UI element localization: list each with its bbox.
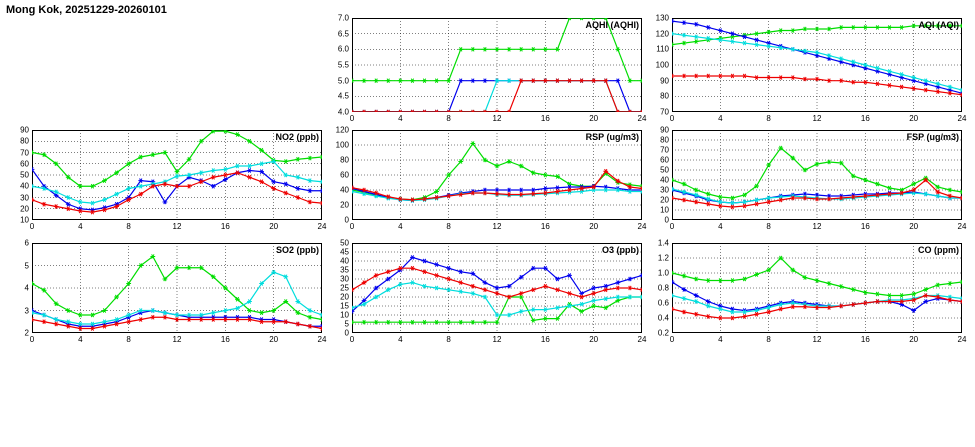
y-axis-tick-label: 0.4: [657, 313, 669, 323]
plot-canvas: [352, 130, 642, 220]
y-axis-tick-label: 0.6: [657, 298, 669, 308]
y-axis-tick-label: 70: [660, 107, 669, 117]
y-axis-tick-label: 20: [340, 292, 349, 302]
x-axis-tick-label: 0: [29, 222, 35, 231]
y-axis-tick-label: 0.2: [657, 328, 669, 338]
y-axis-tick-label: 80: [660, 135, 669, 145]
y-axis-tick-label: 10: [340, 310, 349, 320]
y-axis-tick-label: 90: [660, 76, 669, 86]
x-axis-tick-label: 24: [637, 222, 647, 231]
y-axis-tick-label: 45: [340, 247, 349, 257]
y-axis-tick-label: 50: [340, 238, 349, 248]
plot-canvas: [32, 243, 322, 333]
page-title: Mong Kok, 20251229-20260101: [6, 4, 167, 16]
y-axis-tick-label: 4: [24, 283, 29, 293]
y-axis-tick-label: 100: [335, 140, 349, 150]
plot-title: FSP (ug/m3): [906, 132, 959, 142]
plot-canvas: [672, 243, 962, 333]
x-axis-tick-label: 0: [349, 222, 355, 231]
x-axis-tick-label: 20: [909, 114, 919, 123]
plot-title: NO2 (ppb): [275, 132, 319, 142]
y-axis-tick-label: 5: [344, 319, 349, 329]
x-axis-tick-label: 20: [589, 114, 599, 123]
chart-panel-rsp: [335, 125, 647, 231]
y-axis-tick-label: 0: [344, 328, 349, 338]
y-axis-tick-label: 40: [660, 175, 669, 185]
plot-title: O3 (ppb): [602, 245, 639, 255]
x-axis-tick-label: 8: [766, 335, 771, 344]
y-axis-tick-label: 60: [340, 170, 349, 180]
plot-canvas: [672, 18, 962, 112]
y-axis-tick-label: 6: [24, 238, 29, 248]
y-axis-tick-label: 1.0: [657, 268, 669, 278]
y-axis-tick-label: 0: [664, 215, 669, 225]
x-axis-tick-label: 0: [669, 222, 675, 231]
x-axis-tick-label: 24: [317, 222, 327, 231]
y-axis-tick-label: 50: [660, 165, 669, 175]
x-axis-tick-label: 8: [446, 222, 451, 231]
x-axis-tick-label: 20: [269, 222, 279, 231]
y-axis-tick-label: 30: [20, 193, 29, 202]
y-axis-tick-label: 60: [20, 159, 29, 169]
series-markers: [352, 79, 642, 112]
plot-title: AQHI (AQHI): [585, 20, 639, 30]
plot-canvas: [352, 18, 642, 112]
y-axis-tick-label: 20: [20, 204, 29, 214]
x-axis-tick-label: 8: [446, 114, 451, 123]
y-axis-tick-label: 80: [340, 155, 349, 165]
y-axis-tick-label: 80: [20, 136, 29, 146]
y-axis-tick-label: 120: [655, 29, 669, 39]
x-axis-tick-label: 16: [860, 222, 870, 231]
x-axis-tick-label: 16: [540, 335, 550, 344]
y-axis-tick-label: 7.0: [337, 13, 349, 23]
chart-panel-so2: [24, 238, 327, 344]
x-axis-tick-label: 24: [957, 222, 967, 231]
x-axis-tick-label: 8: [766, 222, 771, 231]
y-axis-tick-label: 80: [660, 91, 669, 101]
x-axis-tick-label: 24: [957, 335, 967, 344]
x-axis-tick-label: 0: [669, 335, 675, 344]
y-axis-tick-label: 1.2: [657, 253, 669, 263]
y-axis-tick-label: 20: [660, 195, 669, 205]
x-axis-tick-label: 20: [909, 335, 919, 344]
chart-panel-no2: [20, 125, 327, 231]
y-axis-tick-label: 10: [20, 215, 29, 225]
y-axis-tick-label: 40: [340, 185, 349, 195]
y-axis-tick-label: 15: [340, 301, 349, 311]
x-axis-tick-label: 0: [349, 114, 355, 123]
y-axis-tick-label: 1.4: [657, 238, 669, 248]
y-axis-tick-label: 90: [20, 125, 29, 135]
x-axis-tick-label: 0: [349, 335, 355, 344]
x-axis-tick-label: 12: [812, 335, 822, 344]
x-axis-tick-label: 24: [637, 335, 647, 344]
y-axis-tick-label: 40: [20, 181, 29, 191]
x-axis-tick-label: 12: [172, 335, 182, 344]
y-axis-tick-label: 6.0: [337, 44, 349, 54]
series-markers: [32, 171, 322, 215]
x-axis-tick-label: 4: [718, 114, 723, 123]
x-axis-tick-label: 8: [126, 335, 131, 344]
y-axis-tick-label: 10: [660, 205, 669, 215]
series-markers: [672, 32, 962, 93]
y-axis-tick-label: 4.5: [337, 91, 349, 101]
x-axis-tick-label: 16: [860, 335, 870, 344]
y-axis-tick-label: 3: [24, 306, 29, 315]
x-axis-tick-label: 4: [78, 222, 83, 231]
series-line: [32, 272, 322, 324]
y-axis-tick-label: 2: [24, 328, 29, 338]
chart-panel-o3: [340, 238, 647, 344]
x-axis-tick-label: 0: [29, 335, 35, 344]
plot-canvas: [672, 130, 962, 220]
y-axis-tick-label: 40: [340, 256, 349, 266]
x-axis-tick-label: 4: [78, 335, 83, 344]
chart-panel-aqhi: [337, 13, 647, 123]
y-axis-tick-label: 30: [660, 185, 669, 195]
series-markers: [352, 79, 642, 112]
x-axis-tick-label: 12: [812, 222, 822, 231]
chart-panel-aqi: [655, 13, 967, 123]
y-axis-tick-label: 130: [655, 13, 669, 23]
x-axis-tick-label: 20: [589, 335, 599, 344]
y-axis-tick-label: 4.0: [337, 107, 349, 117]
x-axis-tick-label: 4: [718, 335, 723, 344]
y-axis-tick-label: 100: [655, 60, 669, 70]
x-axis-tick-label: 12: [492, 114, 502, 123]
x-axis-tick-label: 12: [812, 114, 822, 123]
x-axis-tick-label: 12: [492, 335, 502, 344]
x-axis-tick-label: 20: [269, 335, 279, 344]
y-axis-tick-label: 5.0: [337, 76, 349, 86]
plot-title: SO2 (ppb): [276, 245, 319, 255]
x-axis-tick-label: 12: [172, 222, 182, 231]
series-markers: [32, 270, 322, 326]
y-axis-tick-label: 25: [340, 283, 349, 293]
plot-canvas: [32, 130, 322, 220]
x-axis-tick-label: 24: [957, 114, 967, 123]
x-axis-tick-label: 24: [637, 114, 647, 123]
x-axis-tick-label: 20: [909, 222, 919, 231]
x-axis-tick-label: 8: [766, 114, 771, 123]
plot-canvas: [352, 243, 642, 333]
y-axis-tick-label: 70: [20, 148, 29, 157]
y-axis-tick-label: 5.5: [337, 60, 349, 70]
x-axis-tick-label: 4: [398, 114, 403, 123]
y-axis-tick-label: 35: [340, 265, 349, 275]
x-axis-tick-label: 12: [492, 222, 502, 231]
y-axis-tick-label: 120: [335, 125, 349, 135]
series-markers: [352, 79, 642, 112]
y-axis-tick-label: 0: [344, 215, 349, 225]
x-axis-tick-label: 16: [220, 335, 230, 344]
x-axis-tick-label: 0: [669, 114, 675, 123]
chart-panel-fsp: [660, 125, 967, 231]
y-axis-tick-label: 5: [24, 261, 29, 270]
x-axis-tick-label: 16: [540, 222, 550, 231]
y-axis-tick-label: 50: [20, 170, 29, 180]
y-axis-tick-label: 0.8: [657, 283, 669, 293]
chart-panel-co: [657, 238, 967, 344]
y-axis-tick-label: 110: [656, 44, 669, 54]
x-axis-tick-label: 8: [126, 222, 131, 231]
x-axis-tick-label: 16: [860, 114, 870, 123]
y-axis-tick-label: 60: [660, 155, 669, 165]
x-axis-tick-label: 16: [220, 222, 230, 231]
x-axis-tick-label: 8: [446, 335, 451, 344]
x-axis-tick-label: 4: [398, 222, 403, 231]
plot-title: AQI (AQI): [918, 20, 959, 30]
x-axis-tick-label: 24: [317, 335, 327, 344]
x-axis-tick-label: 4: [718, 222, 723, 231]
y-axis-tick-label: 90: [660, 125, 669, 135]
x-axis-tick-label: 16: [540, 114, 550, 123]
plot-title: CO (ppm): [918, 245, 959, 255]
y-axis-tick-label: 30: [340, 274, 349, 284]
x-axis-tick-label: 20: [589, 222, 599, 231]
x-axis-tick-label: 4: [398, 335, 403, 344]
y-axis-tick-label: 20: [340, 200, 349, 210]
plot-title: RSP (ug/m3): [585, 132, 639, 142]
y-axis-tick-label: 6.5: [337, 29, 349, 39]
y-axis-tick-label: 70: [660, 145, 669, 155]
